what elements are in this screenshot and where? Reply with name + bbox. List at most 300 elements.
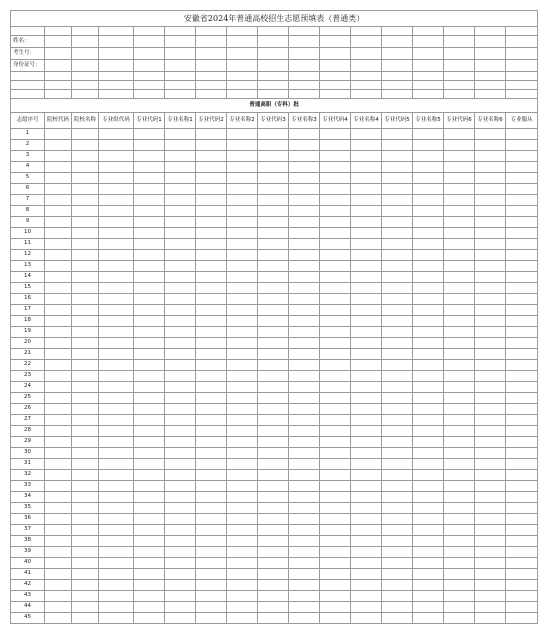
entry-cell[interactable] bbox=[506, 195, 538, 206]
entry-cell[interactable] bbox=[227, 569, 258, 580]
entry-cell[interactable] bbox=[444, 305, 475, 316]
info-value-cell[interactable] bbox=[413, 36, 444, 48]
entry-cell[interactable] bbox=[165, 514, 196, 525]
entry-cell[interactable] bbox=[351, 162, 382, 173]
entry-cell[interactable] bbox=[320, 272, 351, 283]
entry-cell[interactable] bbox=[444, 602, 475, 613]
entry-cell[interactable] bbox=[227, 173, 258, 184]
entry-cell[interactable] bbox=[45, 547, 72, 558]
entry-cell[interactable] bbox=[351, 140, 382, 151]
entry-cell[interactable] bbox=[382, 129, 413, 140]
entry-cell[interactable] bbox=[99, 558, 134, 569]
entry-cell[interactable] bbox=[475, 371, 506, 382]
entry-cell[interactable] bbox=[45, 206, 72, 217]
entry-cell[interactable] bbox=[475, 525, 506, 536]
entry-cell[interactable] bbox=[258, 580, 289, 591]
entry-cell[interactable] bbox=[320, 250, 351, 261]
blank-cell[interactable] bbox=[134, 72, 165, 81]
info-value-cell[interactable] bbox=[413, 60, 444, 72]
entry-cell[interactable] bbox=[506, 481, 538, 492]
entry-cell[interactable] bbox=[99, 261, 134, 272]
entry-cell[interactable] bbox=[99, 217, 134, 228]
entry-cell[interactable] bbox=[227, 294, 258, 305]
entry-cell[interactable] bbox=[134, 558, 165, 569]
entry-cell[interactable] bbox=[45, 360, 72, 371]
entry-cell[interactable] bbox=[258, 514, 289, 525]
entry-cell[interactable] bbox=[134, 580, 165, 591]
entry-cell[interactable] bbox=[45, 228, 72, 239]
entry-cell[interactable] bbox=[196, 404, 227, 415]
entry-cell[interactable] bbox=[351, 492, 382, 503]
entry-cell[interactable] bbox=[227, 195, 258, 206]
entry-cell[interactable] bbox=[72, 580, 99, 591]
entry-cell[interactable] bbox=[351, 195, 382, 206]
entry-cell[interactable] bbox=[72, 448, 99, 459]
entry-cell[interactable] bbox=[351, 613, 382, 624]
entry-cell[interactable] bbox=[382, 382, 413, 393]
entry-cell[interactable] bbox=[165, 569, 196, 580]
blank-cell[interactable] bbox=[351, 72, 382, 81]
entry-cell[interactable] bbox=[99, 580, 134, 591]
entry-cell[interactable] bbox=[320, 327, 351, 338]
entry-cell[interactable] bbox=[165, 360, 196, 371]
entry-cell[interactable] bbox=[196, 217, 227, 228]
entry-cell[interactable] bbox=[382, 503, 413, 514]
blank-cell[interactable] bbox=[506, 90, 538, 99]
entry-cell[interactable] bbox=[72, 305, 99, 316]
entry-cell[interactable] bbox=[320, 569, 351, 580]
entry-cell[interactable] bbox=[227, 547, 258, 558]
entry-cell[interactable] bbox=[506, 591, 538, 602]
entry-cell[interactable] bbox=[444, 206, 475, 217]
entry-cell[interactable] bbox=[444, 404, 475, 415]
entry-cell[interactable] bbox=[320, 536, 351, 547]
entry-cell[interactable] bbox=[196, 151, 227, 162]
entry-cell[interactable] bbox=[382, 371, 413, 382]
info-value-cell[interactable] bbox=[475, 60, 506, 72]
entry-cell[interactable] bbox=[165, 448, 196, 459]
entry-cell[interactable] bbox=[72, 415, 99, 426]
entry-cell[interactable] bbox=[413, 239, 444, 250]
info-value-cell[interactable] bbox=[196, 48, 227, 60]
entry-cell[interactable] bbox=[289, 514, 320, 525]
entry-cell[interactable] bbox=[506, 459, 538, 470]
entry-cell[interactable] bbox=[99, 481, 134, 492]
entry-cell[interactable] bbox=[45, 371, 72, 382]
entry-cell[interactable] bbox=[134, 437, 165, 448]
entry-cell[interactable] bbox=[99, 371, 134, 382]
entry-cell[interactable] bbox=[258, 569, 289, 580]
info-value-cell[interactable] bbox=[351, 48, 382, 60]
blank-cell[interactable] bbox=[99, 90, 134, 99]
entry-cell[interactable] bbox=[289, 129, 320, 140]
entry-cell[interactable] bbox=[45, 492, 72, 503]
entry-cell[interactable] bbox=[444, 437, 475, 448]
entry-cell[interactable] bbox=[227, 602, 258, 613]
entry-cell[interactable] bbox=[320, 261, 351, 272]
entry-cell[interactable] bbox=[258, 613, 289, 624]
entry-cell[interactable] bbox=[413, 558, 444, 569]
blank-cell[interactable] bbox=[320, 72, 351, 81]
entry-cell[interactable] bbox=[475, 360, 506, 371]
entry-cell[interactable] bbox=[351, 184, 382, 195]
entry-cell[interactable] bbox=[289, 272, 320, 283]
entry-cell[interactable] bbox=[506, 261, 538, 272]
entry-cell[interactable] bbox=[444, 338, 475, 349]
entry-cell[interactable] bbox=[475, 294, 506, 305]
entry-cell[interactable] bbox=[72, 558, 99, 569]
entry-cell[interactable] bbox=[196, 272, 227, 283]
entry-cell[interactable] bbox=[382, 481, 413, 492]
entry-cell[interactable] bbox=[72, 316, 99, 327]
entry-cell[interactable] bbox=[72, 360, 99, 371]
entry-cell[interactable] bbox=[320, 316, 351, 327]
entry-cell[interactable] bbox=[506, 140, 538, 151]
entry-cell[interactable] bbox=[289, 426, 320, 437]
entry-cell[interactable] bbox=[72, 470, 99, 481]
entry-cell[interactable] bbox=[506, 239, 538, 250]
entry-cell[interactable] bbox=[444, 415, 475, 426]
entry-cell[interactable] bbox=[227, 272, 258, 283]
entry-cell[interactable] bbox=[196, 338, 227, 349]
entry-cell[interactable] bbox=[351, 558, 382, 569]
entry-cell[interactable] bbox=[320, 217, 351, 228]
info-value-cell[interactable] bbox=[99, 36, 134, 48]
blank-cell[interactable] bbox=[99, 72, 134, 81]
entry-cell[interactable] bbox=[72, 272, 99, 283]
entry-cell[interactable] bbox=[134, 250, 165, 261]
entry-cell[interactable] bbox=[289, 217, 320, 228]
entry-cell[interactable] bbox=[99, 195, 134, 206]
entry-cell[interactable] bbox=[227, 426, 258, 437]
entry-cell[interactable] bbox=[258, 470, 289, 481]
entry-cell[interactable] bbox=[413, 338, 444, 349]
entry-cell[interactable] bbox=[289, 591, 320, 602]
entry-cell[interactable] bbox=[475, 591, 506, 602]
info-value-cell[interactable] bbox=[351, 36, 382, 48]
entry-cell[interactable] bbox=[475, 316, 506, 327]
entry-cell[interactable] bbox=[165, 250, 196, 261]
entry-cell[interactable] bbox=[351, 239, 382, 250]
entry-cell[interactable] bbox=[475, 195, 506, 206]
entry-cell[interactable] bbox=[196, 283, 227, 294]
entry-cell[interactable] bbox=[382, 459, 413, 470]
entry-cell[interactable] bbox=[227, 283, 258, 294]
entry-cell[interactable] bbox=[134, 283, 165, 294]
entry-cell[interactable] bbox=[134, 349, 165, 360]
entry-cell[interactable] bbox=[227, 360, 258, 371]
entry-cell[interactable] bbox=[99, 228, 134, 239]
entry-cell[interactable] bbox=[444, 613, 475, 624]
blank-cell[interactable] bbox=[196, 27, 227, 36]
entry-cell[interactable] bbox=[99, 316, 134, 327]
entry-cell[interactable] bbox=[289, 151, 320, 162]
entry-cell[interactable] bbox=[475, 162, 506, 173]
entry-cell[interactable] bbox=[444, 514, 475, 525]
entry-cell[interactable] bbox=[475, 580, 506, 591]
entry-cell[interactable] bbox=[289, 481, 320, 492]
entry-cell[interactable] bbox=[351, 206, 382, 217]
entry-cell[interactable] bbox=[382, 217, 413, 228]
entry-cell[interactable] bbox=[351, 547, 382, 558]
entry-cell[interactable] bbox=[320, 437, 351, 448]
entry-cell[interactable] bbox=[351, 305, 382, 316]
blank-cell[interactable] bbox=[475, 72, 506, 81]
entry-cell[interactable] bbox=[444, 140, 475, 151]
entry-cell[interactable] bbox=[45, 349, 72, 360]
entry-cell[interactable] bbox=[506, 349, 538, 360]
entry-cell[interactable] bbox=[444, 503, 475, 514]
entry-cell[interactable] bbox=[506, 129, 538, 140]
entry-cell[interactable] bbox=[196, 261, 227, 272]
entry-cell[interactable] bbox=[475, 272, 506, 283]
entry-cell[interactable] bbox=[258, 327, 289, 338]
entry-cell[interactable] bbox=[320, 404, 351, 415]
entry-cell[interactable] bbox=[320, 294, 351, 305]
entry-cell[interactable] bbox=[351, 272, 382, 283]
blank-cell[interactable] bbox=[475, 90, 506, 99]
entry-cell[interactable] bbox=[45, 272, 72, 283]
entry-cell[interactable] bbox=[165, 316, 196, 327]
entry-cell[interactable] bbox=[475, 558, 506, 569]
entry-cell[interactable] bbox=[413, 140, 444, 151]
entry-cell[interactable] bbox=[382, 547, 413, 558]
entry-cell[interactable] bbox=[413, 492, 444, 503]
entry-cell[interactable] bbox=[196, 129, 227, 140]
blank-cell[interactable] bbox=[351, 90, 382, 99]
entry-cell[interactable] bbox=[506, 437, 538, 448]
entry-cell[interactable] bbox=[45, 327, 72, 338]
entry-cell[interactable] bbox=[289, 558, 320, 569]
entry-cell[interactable] bbox=[99, 426, 134, 437]
entry-cell[interactable] bbox=[413, 184, 444, 195]
entry-cell[interactable] bbox=[413, 481, 444, 492]
entry-cell[interactable] bbox=[72, 426, 99, 437]
entry-cell[interactable] bbox=[99, 404, 134, 415]
blank-cell[interactable] bbox=[506, 27, 538, 36]
entry-cell[interactable] bbox=[413, 195, 444, 206]
entry-cell[interactable] bbox=[72, 536, 99, 547]
entry-cell[interactable] bbox=[475, 536, 506, 547]
blank-cell[interactable] bbox=[320, 90, 351, 99]
entry-cell[interactable] bbox=[45, 140, 72, 151]
entry-cell[interactable] bbox=[320, 492, 351, 503]
entry-cell[interactable] bbox=[289, 206, 320, 217]
blank-cell[interactable] bbox=[382, 81, 413, 90]
entry-cell[interactable] bbox=[134, 547, 165, 558]
entry-cell[interactable] bbox=[475, 481, 506, 492]
blank-cell[interactable] bbox=[165, 27, 196, 36]
entry-cell[interactable] bbox=[99, 382, 134, 393]
entry-cell[interactable] bbox=[196, 195, 227, 206]
entry-cell[interactable] bbox=[196, 481, 227, 492]
entry-cell[interactable] bbox=[289, 360, 320, 371]
info-value-cell[interactable] bbox=[382, 48, 413, 60]
entry-cell[interactable] bbox=[413, 129, 444, 140]
entry-cell[interactable] bbox=[506, 327, 538, 338]
entry-cell[interactable] bbox=[475, 382, 506, 393]
entry-cell[interactable] bbox=[320, 162, 351, 173]
entry-cell[interactable] bbox=[289, 382, 320, 393]
entry-cell[interactable] bbox=[382, 448, 413, 459]
blank-cell[interactable] bbox=[444, 81, 475, 90]
entry-cell[interactable] bbox=[289, 580, 320, 591]
entry-cell[interactable] bbox=[382, 437, 413, 448]
entry-cell[interactable] bbox=[258, 305, 289, 316]
entry-cell[interactable] bbox=[72, 173, 99, 184]
entry-cell[interactable] bbox=[227, 371, 258, 382]
entry-cell[interactable] bbox=[258, 217, 289, 228]
entry-cell[interactable] bbox=[413, 316, 444, 327]
entry-cell[interactable] bbox=[258, 162, 289, 173]
blank-cell[interactable] bbox=[11, 72, 45, 81]
entry-cell[interactable] bbox=[72, 283, 99, 294]
entry-cell[interactable] bbox=[165, 217, 196, 228]
entry-cell[interactable] bbox=[444, 250, 475, 261]
entry-cell[interactable] bbox=[258, 393, 289, 404]
entry-cell[interactable] bbox=[72, 327, 99, 338]
entry-cell[interactable] bbox=[289, 404, 320, 415]
entry-cell[interactable] bbox=[444, 580, 475, 591]
entry-cell[interactable] bbox=[196, 459, 227, 470]
entry-cell[interactable] bbox=[351, 503, 382, 514]
blank-cell[interactable] bbox=[72, 90, 99, 99]
entry-cell[interactable] bbox=[351, 470, 382, 481]
entry-cell[interactable] bbox=[45, 503, 72, 514]
entry-cell[interactable] bbox=[320, 173, 351, 184]
info-value-cell[interactable] bbox=[258, 48, 289, 60]
entry-cell[interactable] bbox=[258, 503, 289, 514]
entry-cell[interactable] bbox=[72, 481, 99, 492]
entry-cell[interactable] bbox=[165, 415, 196, 426]
entry-cell[interactable] bbox=[382, 195, 413, 206]
entry-cell[interactable] bbox=[45, 173, 72, 184]
entry-cell[interactable] bbox=[99, 283, 134, 294]
entry-cell[interactable] bbox=[475, 283, 506, 294]
entry-cell[interactable] bbox=[258, 448, 289, 459]
entry-cell[interactable] bbox=[382, 140, 413, 151]
entry-cell[interactable] bbox=[196, 547, 227, 558]
entry-cell[interactable] bbox=[444, 382, 475, 393]
entry-cell[interactable] bbox=[227, 503, 258, 514]
entry-cell[interactable] bbox=[258, 338, 289, 349]
entry-cell[interactable] bbox=[196, 228, 227, 239]
blank-cell[interactable] bbox=[382, 27, 413, 36]
info-value-cell[interactable] bbox=[165, 48, 196, 60]
entry-cell[interactable] bbox=[72, 525, 99, 536]
info-value-cell[interactable] bbox=[99, 48, 134, 60]
entry-cell[interactable] bbox=[444, 217, 475, 228]
entry-cell[interactable] bbox=[99, 569, 134, 580]
entry-cell[interactable] bbox=[165, 525, 196, 536]
entry-cell[interactable] bbox=[289, 283, 320, 294]
entry-cell[interactable] bbox=[99, 492, 134, 503]
entry-cell[interactable] bbox=[227, 404, 258, 415]
entry-cell[interactable] bbox=[289, 525, 320, 536]
entry-cell[interactable] bbox=[444, 272, 475, 283]
entry-cell[interactable] bbox=[289, 327, 320, 338]
entry-cell[interactable] bbox=[134, 426, 165, 437]
entry-cell[interactable] bbox=[196, 591, 227, 602]
entry-cell[interactable] bbox=[45, 514, 72, 525]
entry-cell[interactable] bbox=[72, 140, 99, 151]
entry-cell[interactable] bbox=[165, 602, 196, 613]
blank-cell[interactable] bbox=[196, 81, 227, 90]
entry-cell[interactable] bbox=[444, 261, 475, 272]
entry-cell[interactable] bbox=[351, 448, 382, 459]
entry-cell[interactable] bbox=[196, 470, 227, 481]
entry-cell[interactable] bbox=[196, 492, 227, 503]
entry-cell[interactable] bbox=[196, 250, 227, 261]
entry-cell[interactable] bbox=[196, 206, 227, 217]
entry-cell[interactable] bbox=[72, 569, 99, 580]
entry-cell[interactable] bbox=[506, 602, 538, 613]
entry-cell[interactable] bbox=[382, 349, 413, 360]
blank-cell[interactable] bbox=[475, 81, 506, 90]
entry-cell[interactable] bbox=[165, 272, 196, 283]
entry-cell[interactable] bbox=[506, 569, 538, 580]
entry-cell[interactable] bbox=[99, 129, 134, 140]
entry-cell[interactable] bbox=[475, 250, 506, 261]
entry-cell[interactable] bbox=[72, 404, 99, 415]
entry-cell[interactable] bbox=[227, 261, 258, 272]
entry-cell[interactable] bbox=[351, 316, 382, 327]
blank-cell[interactable] bbox=[382, 72, 413, 81]
blank-cell[interactable] bbox=[11, 81, 45, 90]
blank-cell[interactable] bbox=[134, 81, 165, 90]
info-value-cell[interactable] bbox=[165, 36, 196, 48]
entry-cell[interactable] bbox=[506, 536, 538, 547]
entry-cell[interactable] bbox=[258, 536, 289, 547]
blank-cell[interactable] bbox=[134, 90, 165, 99]
entry-cell[interactable] bbox=[413, 393, 444, 404]
entry-cell[interactable] bbox=[506, 525, 538, 536]
info-value-cell[interactable] bbox=[413, 48, 444, 60]
entry-cell[interactable] bbox=[475, 129, 506, 140]
entry-cell[interactable] bbox=[351, 580, 382, 591]
info-value-cell[interactable] bbox=[444, 60, 475, 72]
blank-cell[interactable] bbox=[45, 72, 72, 81]
entry-cell[interactable] bbox=[289, 140, 320, 151]
entry-cell[interactable] bbox=[134, 173, 165, 184]
entry-cell[interactable] bbox=[72, 151, 99, 162]
entry-cell[interactable] bbox=[444, 151, 475, 162]
entry-cell[interactable] bbox=[289, 239, 320, 250]
entry-cell[interactable] bbox=[227, 129, 258, 140]
entry-cell[interactable] bbox=[444, 448, 475, 459]
entry-cell[interactable] bbox=[351, 327, 382, 338]
entry-cell[interactable] bbox=[351, 217, 382, 228]
blank-cell[interactable] bbox=[413, 90, 444, 99]
entry-cell[interactable] bbox=[475, 602, 506, 613]
blank-cell[interactable] bbox=[196, 72, 227, 81]
info-value-cell[interactable] bbox=[506, 48, 538, 60]
entry-cell[interactable] bbox=[289, 393, 320, 404]
entry-cell[interactable] bbox=[475, 613, 506, 624]
entry-cell[interactable] bbox=[72, 129, 99, 140]
entry-cell[interactable] bbox=[382, 294, 413, 305]
entry-cell[interactable] bbox=[99, 525, 134, 536]
entry-cell[interactable] bbox=[227, 415, 258, 426]
entry-cell[interactable] bbox=[475, 393, 506, 404]
entry-cell[interactable] bbox=[165, 470, 196, 481]
entry-cell[interactable] bbox=[196, 569, 227, 580]
entry-cell[interactable] bbox=[165, 437, 196, 448]
entry-cell[interactable] bbox=[351, 261, 382, 272]
entry-cell[interactable] bbox=[72, 514, 99, 525]
entry-cell[interactable] bbox=[227, 228, 258, 239]
entry-cell[interactable] bbox=[444, 426, 475, 437]
